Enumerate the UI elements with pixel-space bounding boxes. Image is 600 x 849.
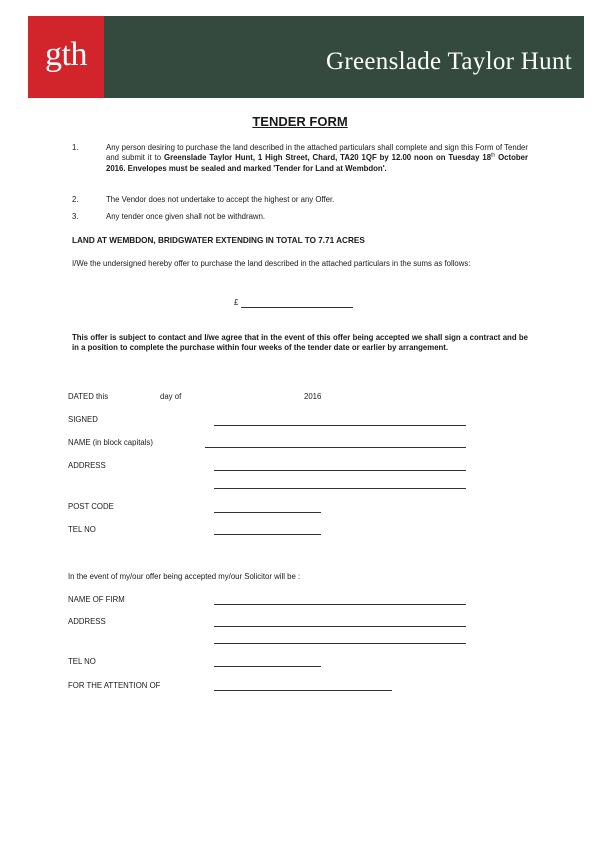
address-label: ADDRESS <box>68 461 106 470</box>
clause-text: Any person desiring to purchase the land described in the attached particulars shall complete and sign this Form of Tender and submit it to Greenslade Taylor Hunt, 1 High Street, Chard, TA20 1QF by 12.00 noon on Tuesday 18th October 2016. Envelopes must be sealed and marked 'Tender for Land at Wembdon'. <box>106 143 529 173</box>
firm-label: NAME OF FIRM <box>68 595 125 604</box>
post-code-label: POST CODE <box>68 502 114 511</box>
attention-label: FOR THE ATTENTION OF <box>68 681 161 690</box>
land-heading: LAND AT WEMBDON, BRIDGWATER EXTENDING IN TOTAL TO 7.71 ACRES <box>72 236 365 245</box>
clause-number: 1. <box>72 143 79 152</box>
clause-number: 3. <box>72 212 79 221</box>
form-title-text: TENDER FORM <box>252 114 348 129</box>
solicitor-address-line-1[interactable] <box>214 626 466 627</box>
solicitor-address-label: ADDRESS <box>68 617 106 626</box>
dated-label: DATED this <box>68 392 109 401</box>
firm-line[interactable] <box>214 604 466 605</box>
clause-number: 2. <box>72 195 79 204</box>
solicitor-address-line-2[interactable] <box>214 643 466 644</box>
offer-text: I/We the undersigned hereby offer to purchase the land described in the attached particulars in the sums as follows: <box>72 259 471 268</box>
clause-text: The Vendor does not undertake to accept the highest or any Offer. <box>106 195 335 204</box>
solicitor-tel-line[interactable] <box>214 666 321 667</box>
signed-line[interactable] <box>214 425 466 426</box>
address-line-1[interactable] <box>214 470 466 471</box>
currency-symbol: £ <box>234 298 239 307</box>
tel-line[interactable] <box>214 534 321 535</box>
attention-line[interactable] <box>214 690 392 691</box>
offer-amount-line[interactable] <box>241 307 353 308</box>
company-name: Greenslade Taylor Hunt <box>326 48 572 75</box>
day-of-label: day of <box>160 392 182 401</box>
solicitor-intro: In the event of my/our offer being accepted my/our Solicitor will be : <box>68 572 301 581</box>
clause-text: Any tender once given shall not be withdrawn. <box>106 212 266 221</box>
year-label: 2016 <box>304 392 322 401</box>
gth-logo <box>28 16 104 98</box>
solicitor-tel-label: TEL NO <box>68 657 96 666</box>
address-line-2[interactable] <box>214 488 466 489</box>
post-code-line[interactable] <box>214 512 321 513</box>
logo-text: gth <box>45 36 87 73</box>
form-title <box>0 114 600 129</box>
name-line[interactable] <box>205 447 466 448</box>
signed-label: SIGNED <box>68 415 98 424</box>
tel-label: TEL NO <box>68 525 96 534</box>
name-label: NAME (in block capitals) <box>68 438 153 447</box>
condition-text: This offer is subject to contact and I/we agree that in the event of this offer being accepted we shall sign a contract and be in a position to complete the purchase within four weeks of the tender date or earlier by arrangement. <box>72 333 528 353</box>
